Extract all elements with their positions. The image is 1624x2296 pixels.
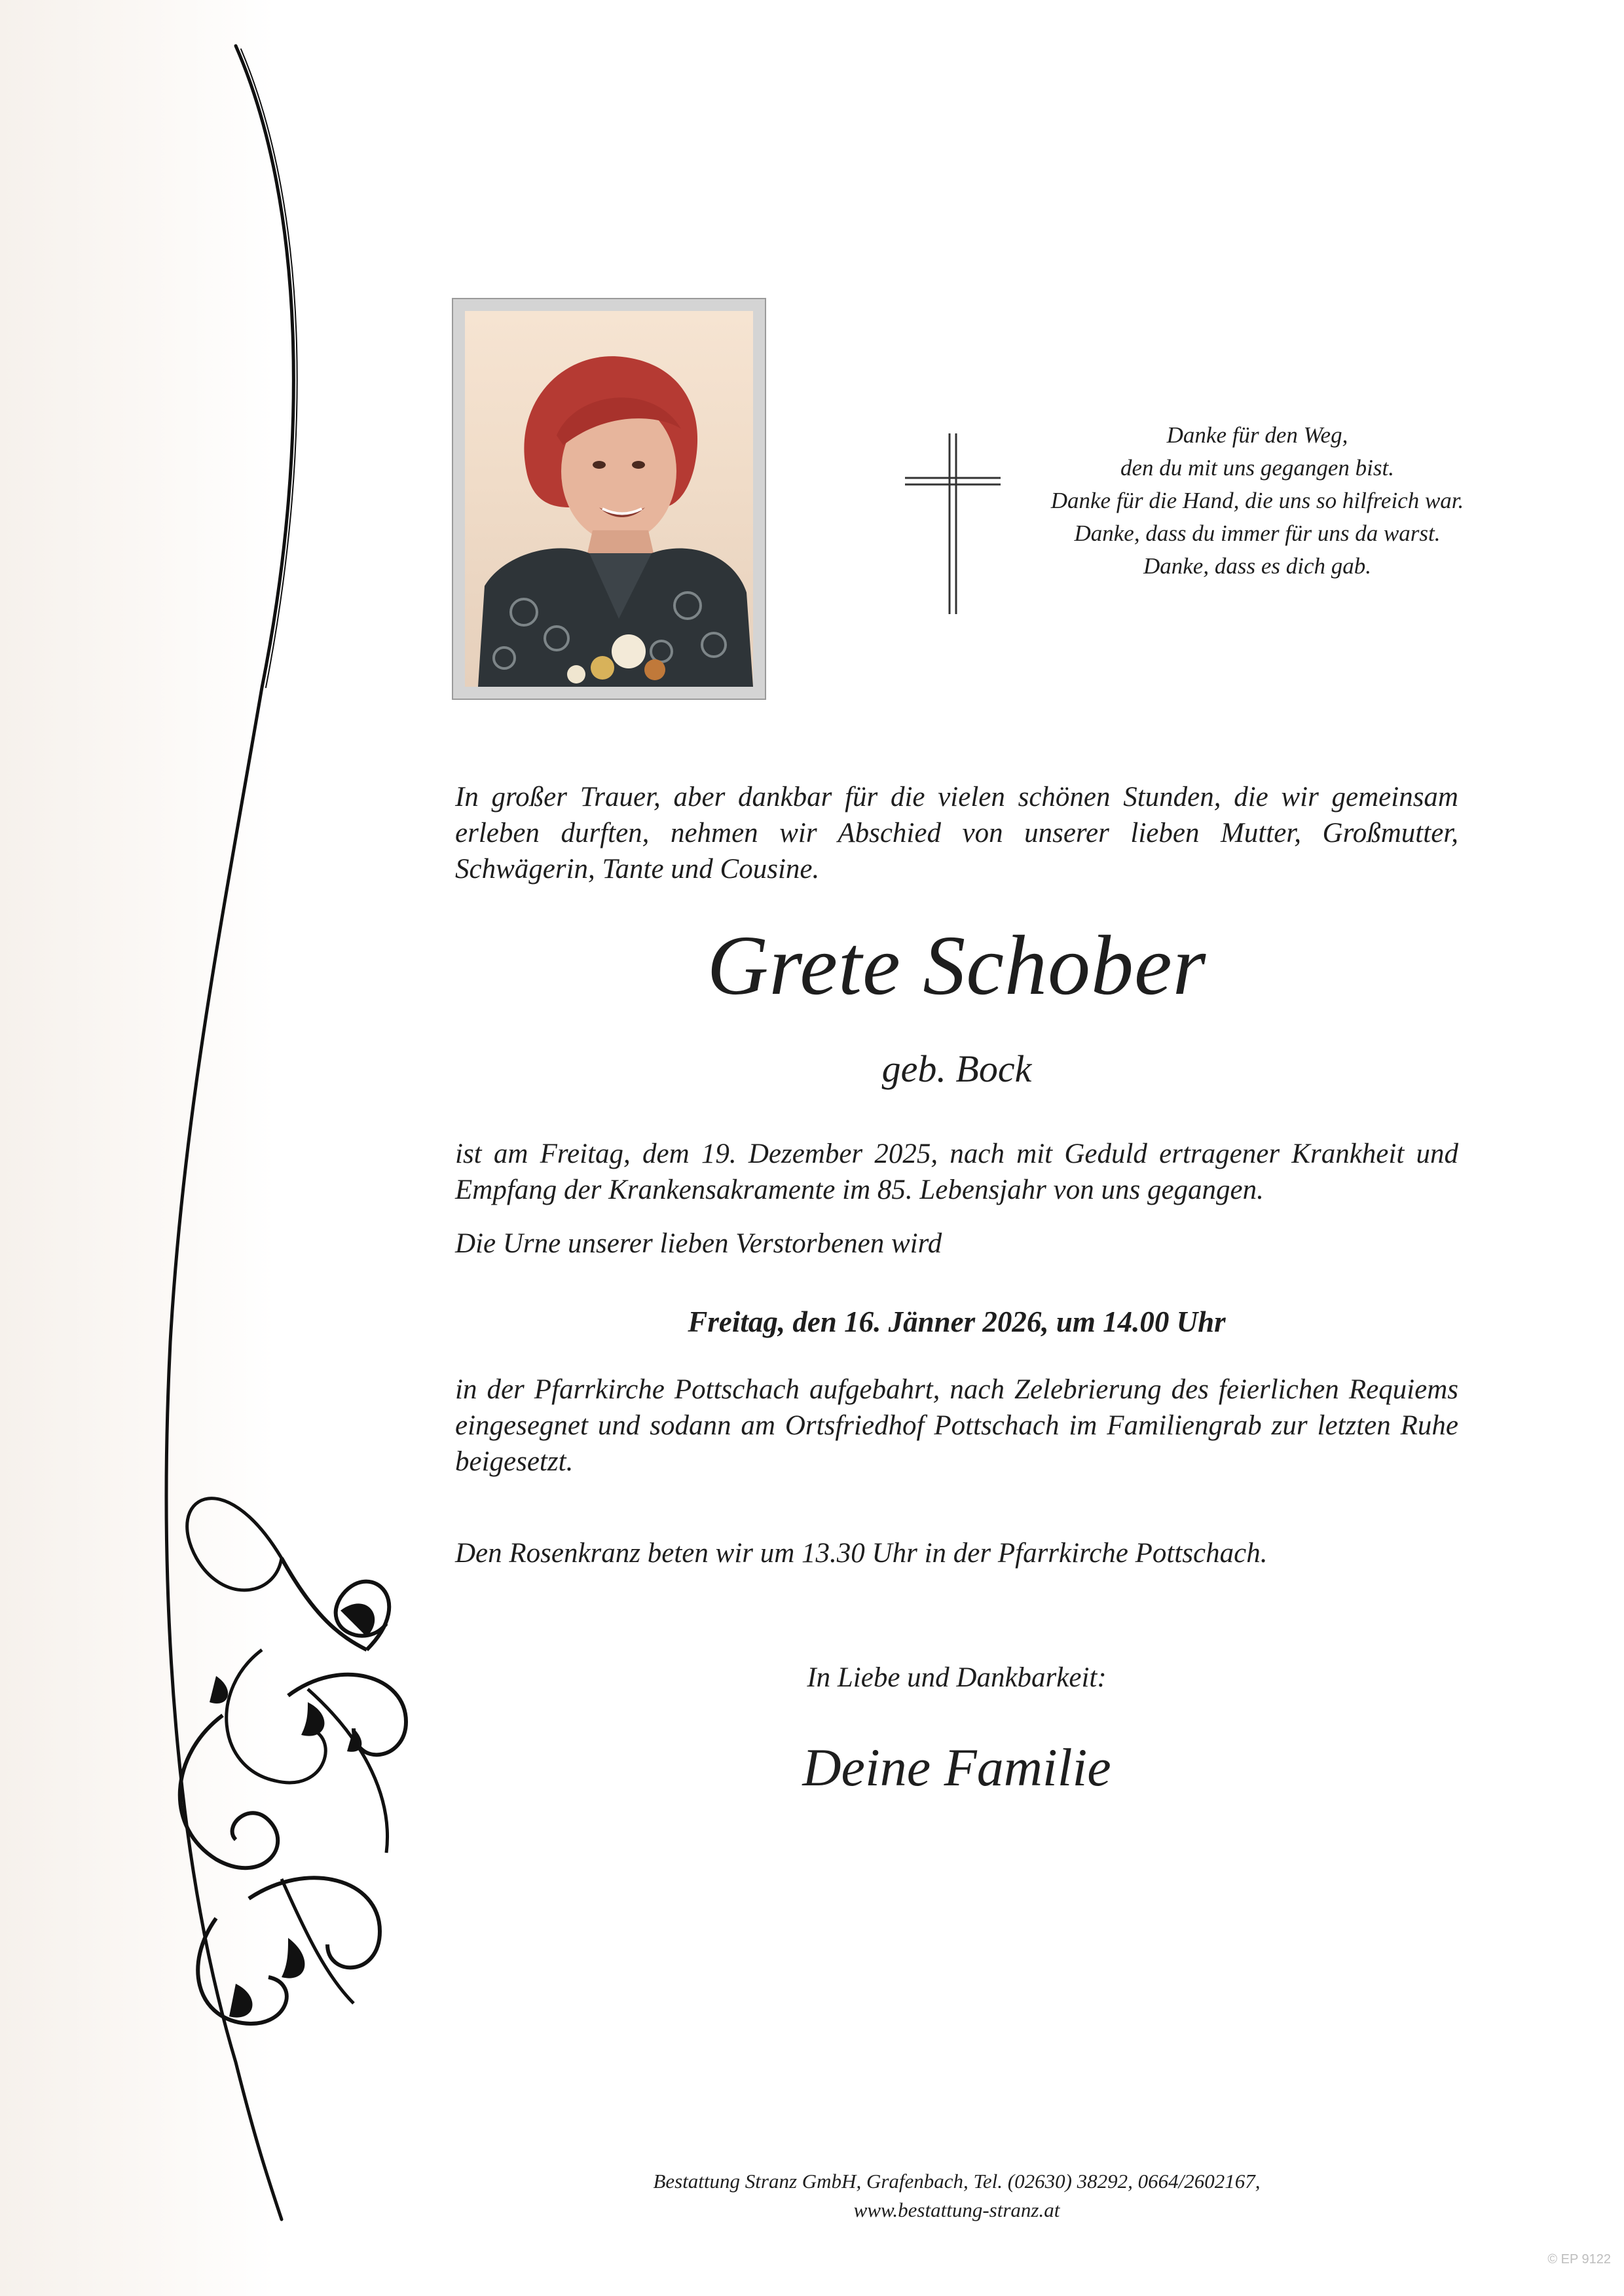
- double-line-cross-icon: [904, 432, 1002, 615]
- quote-line: Danke, dass du immer für uns da warst.: [1074, 520, 1441, 546]
- intro-paragraph: In großer Trauer, aber dankbar für die vielen schönen Stunden, die wir gemeinsam erleben durften, nehmen wir Abschied von unserer lieben Mutter, Großmutter, Schwägerin, Tante und Cousine.: [455, 782, 1458, 884]
- form-code: © EP 9122: [1547, 2252, 1611, 2267]
- closing-line: In Liebe und Dankbarkeit:: [807, 1662, 1107, 1693]
- rosary-line: Den Rosenkranz beten wir um 13.30 Uhr in der Pfarrkirche Pottschach.: [455, 1538, 1268, 1569]
- quote-line: den du mit uns gegangen bist.: [1120, 455, 1395, 481]
- portrait-photo: [465, 311, 753, 687]
- footer-website: www.bestattung-stranz.at: [853, 2198, 1060, 2221]
- ceremony-datetime: Freitag, den 16. Jänner 2026, um 14.00 Uhr: [688, 1305, 1226, 1338]
- memorial-quote: [1022, 419, 1493, 583]
- quote-line: Danke für den Weg,: [1166, 422, 1348, 448]
- footer-contact: Bestattung Stranz GmbH, Grafenbach, Tel. (02630) 38292, 0664/2602167,: [653, 2170, 1261, 2193]
- death-notice-paragraph: ist am Freitag, dem 19. Dezember 2025, nach mit Geduld ertragener Krankheit und Empfang der Krankensakramente im 85. Lebensjahr von uns gegangen.: [455, 1139, 1458, 1205]
- maiden-name: geb. Bock: [881, 1048, 1032, 1090]
- funeral-home-footer: [455, 2167, 1458, 2225]
- urn-intro-line: Die Urne unserer lieben Verstorbenen wird: [455, 1228, 942, 1259]
- deceased-name: Grete Schober: [707, 919, 1207, 1013]
- portrait-frame: [452, 298, 766, 700]
- ceremony-details-paragraph: in der Pfarrkirche Pottschach aufgebahrt, nach Zelebrierung des feierlichen Requiems eingesegnet und sodann am Ortsfriedhof Pottschach im Familiengrab zur letzten Ruhe beigesetzt.: [455, 1374, 1458, 1477]
- quote-line: Danke, dass es dich gab.: [1143, 553, 1371, 579]
- portrait-illustration: [465, 311, 753, 687]
- family-signature: Deine Familie: [802, 1738, 1111, 1797]
- quote-line: Danke für die Hand, die uns so hilfreich war.: [1050, 488, 1464, 513]
